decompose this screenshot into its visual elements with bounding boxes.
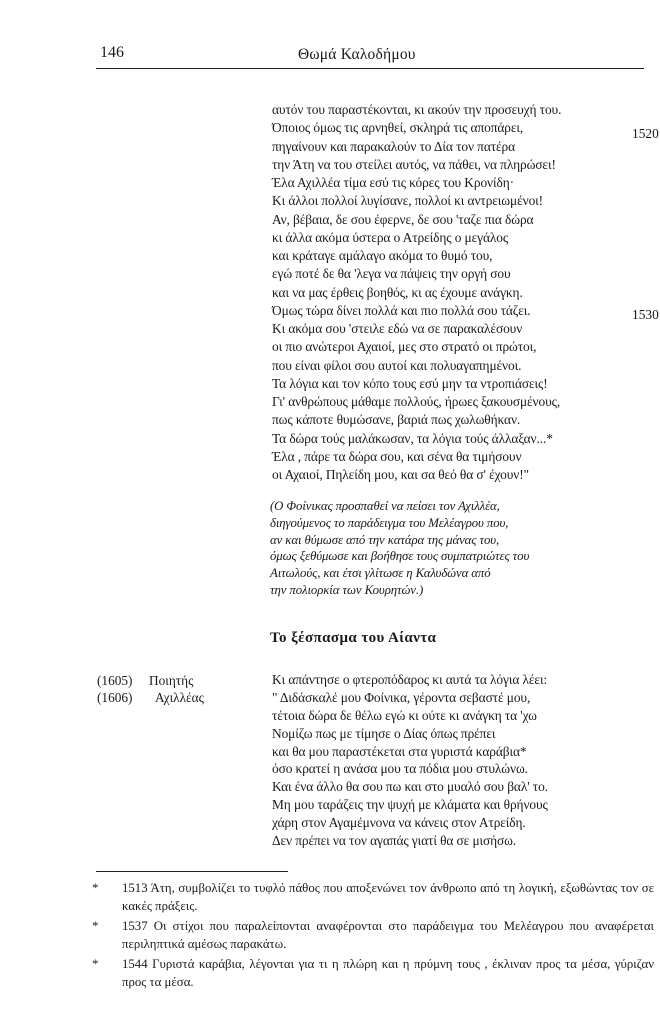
- verse-line: και θα μου παραστέκεται στα γυριστά καράβια*: [272, 743, 527, 759]
- verse-line: Γι' ανθρώπους μάθαμε πολλούς, ήρωες ξακουσμένους,: [272, 394, 561, 409]
- verse-line: όσο κρατεί η ανάσα μου τα πόδια μου στυλώνω.: [272, 761, 528, 777]
- footnote-text: 1537 Οι στίχοι που παραλείπονται αναφέρονται στο παράδειγμα του Μελέαγρου που αναφέρεται περιληπτικά αμέσως παρακάτω.: [122, 919, 654, 951]
- verse-line: Αν, βέβαια, δε σου έφερνε, δε σου 'ταζε πια δώρα: [272, 211, 534, 227]
- line-number-1520: 1520: [632, 126, 659, 141]
- verse-line: Τα δώρα τούς μαλάκωσαν, τα λόγια τούς άλλαξαν...*: [272, 430, 553, 446]
- verse-line: Δεν πρέπει να τον αγαπάς γιατί θα σε μισήσω.: [272, 833, 517, 849]
- verse-line: τέτοια δώρα δε θέλω εγώ κι ούτε κι ανάγκη τα 'χω: [272, 707, 537, 723]
- verse-line: οι πιο ανώτεροι Αχαιοί, μες στο στρατό οι πρώτοι,: [272, 339, 537, 355]
- footnote-text: 1544 Γυριστά καράβια, λέγονται για τι η πλώρη και η πρύμνη τους , έκλιναν προς τα μέσα, γύριζαν προς τα μέσα.: [122, 957, 654, 989]
- header-rule: [96, 68, 644, 69]
- note-line: Αιτωλούς, και έτσι γλίτωσε η Καλυδώνα από: [270, 566, 491, 581]
- verse-block-1: [272, 101, 650, 484]
- verse-line: που είναι φίλοι σου αυτοί και πολυαγαπημένοι.: [272, 357, 522, 373]
- footnote-marker: *: [92, 919, 99, 933]
- note-line: διηγούμενος το παράδειγμα του Μελέαγρου που,: [270, 515, 509, 530]
- running-title: Θωμά Καλοδήμου: [298, 46, 416, 63]
- verse-line: χάρη στον Αγαμέμνονα να κάνεις στον Ατρείδη.: [272, 815, 526, 831]
- speaker-name: Αχιλλέας: [155, 690, 204, 705]
- verse-block-2: [272, 671, 652, 850]
- verse-line: Όμως τώρα δίνει πολλά και πιο πολλά σου τάζει.: [272, 302, 531, 318]
- verse-line: οι Αχαιοί, Πηλείδη μου, και σα θεό θα σ' έχουν!": [272, 467, 529, 482]
- section-title: Το ξέσπασμα του Αίαντα: [270, 630, 437, 646]
- speaker-line-number: (1605): [97, 673, 133, 688]
- footnote-text: 1513 Άτη, συμβολίζει το τυφλό πάθος που αποξενώνει τον άνθρωπο από τη λογική, εξωθώντας τον σε κακές πράξεις.: [122, 881, 654, 913]
- speaker-entry: [97, 689, 204, 706]
- verse-line: Έλα , πάρε τα δώρα σου, και σένα θα τιμήσουν: [272, 448, 522, 464]
- footnote-marker: *: [92, 881, 99, 895]
- verse-line: εγώ ποτέ δε θα 'λεγα να πάψεις την οργή σου: [272, 266, 511, 282]
- verse-line: Νομίζω πως με τίμησε ο Δίας όπως πρέπει: [272, 725, 496, 741]
- footnote: [92, 918, 654, 953]
- speaker-entry: [97, 672, 204, 689]
- verse-line: Τα λόγια και τον κόπο τους εσύ μην τα ντροπιάσεις!: [272, 375, 548, 391]
- footnote-rule: [96, 871, 288, 872]
- footnotes: [92, 880, 654, 994]
- verse-line: Κι απάντησε ο φτεροπόδαρος κι αυτά τα λόγια λέει:: [272, 672, 548, 687]
- note-line: (Ο Φοίνικας προσπαθεί να πείσει τον Αχιλλέα,: [270, 499, 500, 513]
- speaker-name: Ποιητής: [149, 673, 194, 688]
- page-number: 146: [100, 44, 124, 61]
- verse-line: Όποιος όμως τις αρνηθεί, σκληρά τις αποπάρει,: [272, 120, 524, 136]
- verse-line: κι άλλα ακόμα ύστερα ο Ατρείδης ο μεγάλος: [272, 229, 509, 245]
- footnote: [92, 880, 654, 915]
- verse-line: Μη μου ταράζεις την ψυχή με κλάματα και θρήνους: [272, 797, 548, 813]
- verse-line: αυτόν του παραστέκονται, κι ακούν την προσευχή του.: [272, 102, 562, 117]
- verse-line: " Διδάσκαλέ μου Φοίνικα, γέροντα σεβαστέ μου,: [272, 689, 531, 705]
- speaker-line-number: (1606): [97, 690, 133, 705]
- line-number-1530: 1530: [632, 307, 659, 322]
- note-line: αν και θύμωσε από την κατάρα της μάνας του,: [270, 532, 500, 547]
- verse-line: πηγαίνουν και παρακαλούν το Δία τον πατέρα: [272, 138, 516, 154]
- verse-line: Κι άλλοι πολλοί λυγίσανε, πολλοί κι αντρειωμένοι!: [272, 193, 544, 209]
- verse-line: Και ένα άλλο θα σου πω και στο μυαλό σου βαλ' το.: [272, 779, 548, 795]
- note-line: την πολιορκία των Κουρητών.): [270, 582, 424, 597]
- speaker-list: [97, 672, 204, 706]
- stage-note: [270, 498, 650, 599]
- verse-line: και κράταγε αμάλαγο ακόμα το θυμό του,: [272, 248, 493, 263]
- note-line: όμως ξεθύμωσε και βοήθησε τους συμπατριώτες του: [270, 549, 530, 564]
- verse-line: Κι ακόμα σου 'στειλε εδώ να σε παρακαλέσουν: [272, 321, 523, 336]
- verse-line: την Άτη να του στείλει αυτός, να πάθει, να πληρώσει!: [272, 156, 556, 172]
- footnote-marker: *: [92, 957, 99, 971]
- verse-line: Έλα Αχιλλέα τίμα εσύ τις κόρες του Κρονίδη·: [272, 175, 514, 190]
- verse-line: και να μας έρθεις βοηθός, κι ας έχουμε ανάγκη.: [272, 284, 523, 300]
- verse-line: πως κάποτε θυμώσανε, βαριά πως χωλωθήκαν.: [272, 412, 521, 428]
- footnote: [92, 956, 654, 991]
